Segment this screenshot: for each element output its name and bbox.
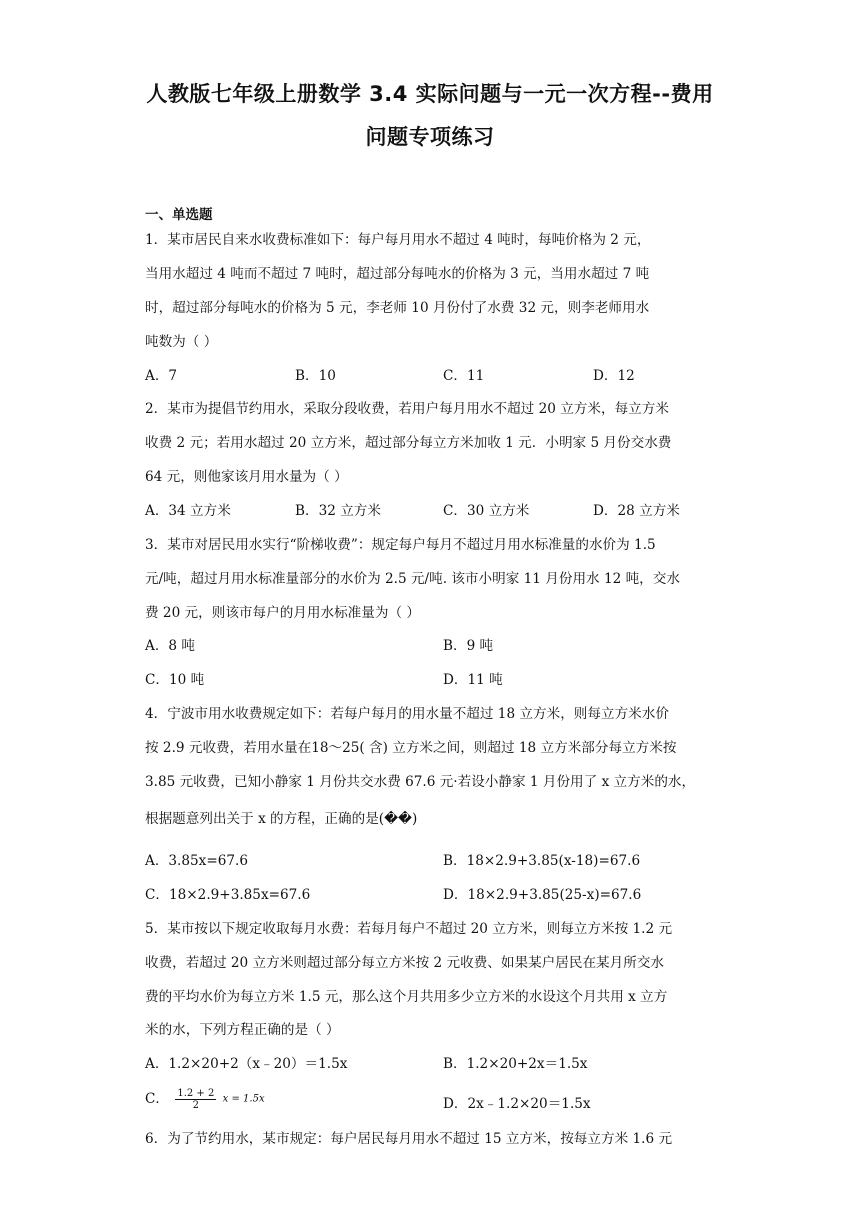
q3-option-d: D．11 吨 — [443, 672, 503, 688]
q1-option-a: A．7 — [145, 368, 178, 384]
q4-line-1: 4．宁波市用水收费规定如下：若每户每月的用水量不超过 18 立方米，则每立方米水价 — [145, 706, 669, 722]
q2-option-c: C．30 立方米 — [443, 503, 530, 519]
q4-option-a: A．3.85x=67.6 — [145, 853, 249, 869]
q5-line-3: 费的平均水价为每立方米 1.5 元，那么这个月共用多少立方米的水设这个月共用 x 立方 — [145, 989, 668, 1005]
section-heading: 一、单选题 — [145, 207, 213, 223]
q4-option-c: C．18×2.9+3.85x=67.6 — [145, 887, 311, 903]
fraction-numerator: 1.2 + 2 — [177, 1088, 215, 1099]
fraction-denominator: 2 — [192, 1100, 200, 1111]
q1-line-1: 1．某市居民自来水收费标准如下：每户每月用水不超过 4 吨时，每吨价格为 2 元， — [145, 232, 651, 248]
q5-option-d: D．2x﹣1.2×20＝1.5x — [443, 1096, 591, 1112]
q5-option-b: B．1.2×20+2x＝1.5x — [443, 1056, 588, 1072]
q3-line-3: 费 20 元，则该市每户的月用水标准量为（ ） — [145, 605, 420, 621]
q3-line-1: 3．某市对居民用水实行“阶梯收费”：规定每户每月不超过月用水标准量的水价为 1.5 — [145, 537, 656, 553]
q1-option-d: D．12 — [593, 368, 635, 384]
q2-line-2: 收费 2 元；若用水超过 20 立方米，超过部分每立方米加收 1 元．小明家 5 月份交水费 — [145, 435, 672, 451]
q4-line-3: 3.85 元收费，已知小静家 1 月份共交水费 67.6 元·若设小静家 1 月份用了 x 立方米的水， — [145, 774, 696, 790]
q4-option-b: B．18×2.9+3.85(x-18)=67.6 — [443, 853, 641, 869]
q1-option-b: B．10 — [295, 368, 336, 384]
q3-option-b: B．9 吨 — [443, 638, 494, 654]
q4-line-4: 根据题意列出关于 x 的方程，正确的是(��) — [145, 811, 418, 827]
q5-option-c-fraction — [175, 1088, 216, 1111]
q5-line-4: 米的水，下列方程正确的是（ ） — [145, 1022, 340, 1038]
document-title-line-1: 人教版七年级上册数学 3.4 实际问题与一元一次方程--费用 — [146, 82, 714, 106]
q1-option-c: C．11 — [443, 368, 485, 384]
q5-option-c-label: C． — [145, 1091, 169, 1107]
q5-option-c-equation: x = 1.5x — [222, 1093, 265, 1105]
q2-line-3: 64 元，则他家该月用水量为（ ） — [145, 469, 348, 485]
q3-option-a: A．8 吨 — [145, 638, 195, 654]
q2-line-1: 2．某市为提倡节约用水，采取分段收费，若用户每月用水不超过 20 立方米，每立方米 — [145, 401, 669, 417]
q2-option-d: D．28 立方米 — [593, 503, 680, 519]
q3-option-c: C．10 吨 — [145, 672, 205, 688]
q6-line-1: 6．为了节约用水，某市规定：每户居民每月用水不超过 15 立方米，按每立方米 1.6 元 — [145, 1131, 673, 1147]
q1-line-4: 吨数为（ ） — [145, 334, 218, 350]
document-title-line-2: 问题专项练习 — [365, 125, 495, 149]
q5-option-c — [145, 1088, 265, 1111]
q2-option-b: B．32 立方米 — [295, 503, 381, 519]
q5-option-a: A．1.2×20+2（x﹣20）＝1.5x — [145, 1056, 348, 1072]
q5-line-1: 5．某市按以下规定收取每月水费：若每月每户不超过 20 立方米，则每立方米按 1.2 元 — [145, 921, 673, 937]
q1-line-2: 当用水超过 4 吨而不超过 7 吨时，超过部分每吨水的价格为 3 元，当用水超过 7 吨 — [145, 266, 650, 282]
q5-line-2: 收费，若超过 20 立方米则超过部分每立方米按 2 元收费、如果某户居民在某月所交水 — [145, 955, 665, 971]
q2-option-a: A．34 立方米 — [145, 503, 231, 519]
q3-line-2: 元/吨，超过月用水标准量部分的水价为 2.5 元/吨. 该市小明家 11 月份用水 12 吨，交水 — [145, 571, 680, 587]
q4-option-d: D．18×2.9+3.85(25-x)=67.6 — [443, 887, 642, 903]
q4-line-2: 按 2.9 元收费，若用水量在18～25( 含) 立方米之间，则超过 18 立方米部分每立方米按 — [145, 740, 677, 756]
q1-line-3: 时，超过部分每吨水的价格为 5 元，李老师 10 月份付了水费 32 元，则李老师用水 — [145, 300, 650, 316]
